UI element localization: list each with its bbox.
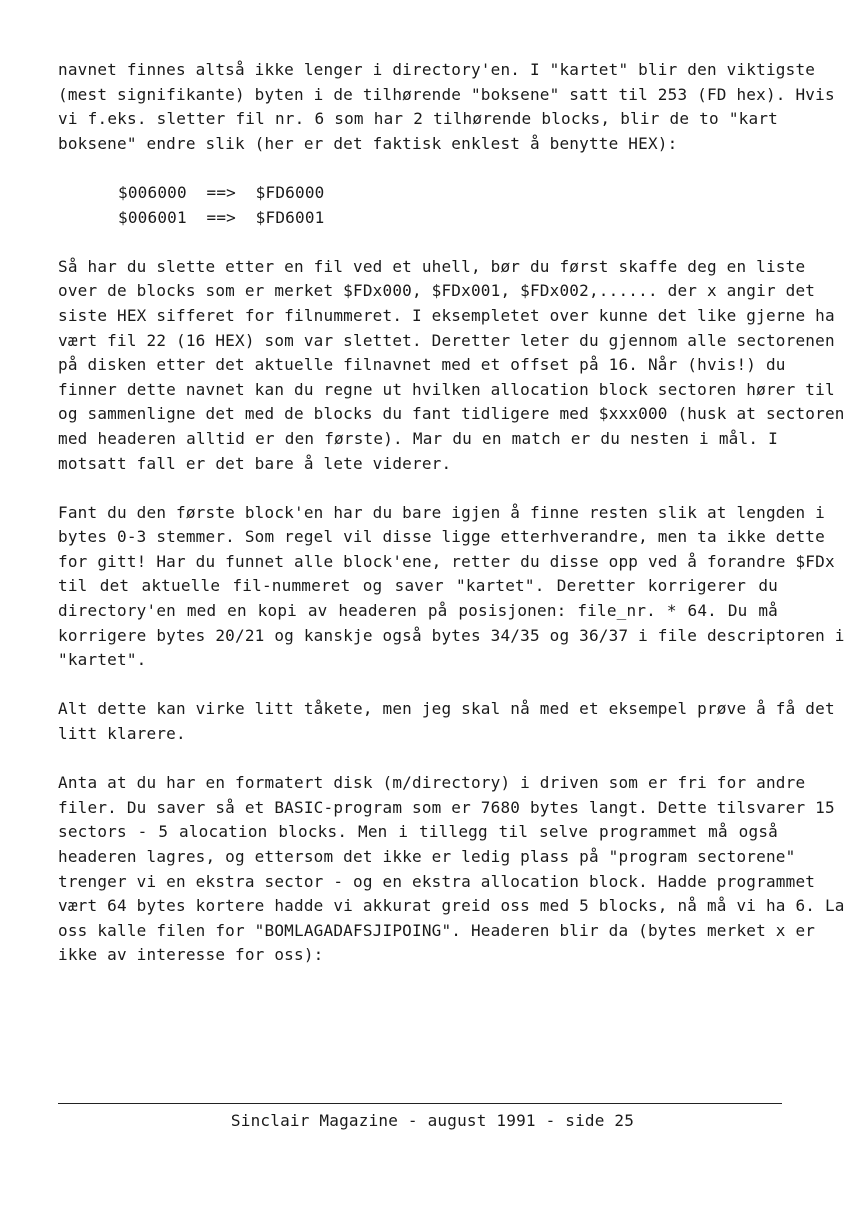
text-line: oss kalle filen for "BOMLAGADAFSJIPOING". Headeren blir da (bytes merket x er [58, 920, 816, 940]
paragraph-1 [58, 58, 835, 156]
text-line: og sammenligne det med de blocks du fant tidligere med $xxx000 (husk at sectoren [58, 404, 845, 424]
text-line: på disken etter det aktuelle filnavnet med et offset på 16. Når (hvis!) du [58, 355, 786, 375]
code-line: $006001 ==> $FD6001 [118, 207, 325, 227]
text-line: litt klarere. [58, 724, 186, 744]
paragraph-2 [58, 255, 845, 476]
paragraph-3 [58, 501, 845, 673]
text-line: trenger vi en ekstra sector - og en ekstra allocation block. Hadde programmet [58, 871, 816, 891]
text-line: "kartet". [58, 650, 147, 670]
text-line: (mest signifikante) byten i de tilhørende "boksene" satt til 253 (FD hex). Hvis [58, 84, 835, 104]
article-body [58, 58, 845, 993]
text-line: siste HEX sifferet for filnummeret. I eksempletet over kunne det like gjerne ha [58, 305, 835, 325]
text-line: for gitt! Har du funnet alle block'ene, retter du disse opp ved å forandre $FDx [58, 551, 835, 571]
hex-example-block [58, 181, 778, 230]
text-line: vi f.eks. sletter fil nr. 6 som har 2 tilhørende blocks, blir de to "kart [58, 109, 778, 129]
text-line: til det aktuelle fil-nummeret og saver "kartet". Deretter korrigerer du [58, 576, 778, 596]
page-footer: Sinclair Magazine - august 1991 - side 25 [230, 1111, 635, 1130]
paragraph-5 [58, 771, 845, 968]
text-line: med headeren alltid er den første). Mar du en match er du nesten i mål. I [58, 428, 778, 448]
text-line: vært 64 bytes kortere hadde vi akkurat greid oss med 5 blocks, nå må vi ha 6. La [58, 896, 845, 916]
text-line: finner dette navnet kan du regne ut hvilken allocation block sectoren hører til [58, 379, 835, 399]
paragraph-4 [58, 697, 835, 746]
footer-divider [58, 1103, 782, 1104]
text-line: bytes 0-3 stemmer. Som regel vil disse ligge etterhverandre, men ta ikke dette [58, 527, 825, 547]
text-line: filer. Du saver så et BASIC-program som er 7680 bytes langt. Dette tilsvarer 15 [58, 797, 835, 817]
text-line: headeren lagres, og ettersom det ikke er ledig plass på "program sectorene" [58, 847, 796, 866]
text-line: vært fil 22 (16 HEX) som var slettet. Deretter leter du gjennom alle sectorenen [58, 330, 835, 350]
text-line: sectors - 5 alocation blocks. Men i tillegg til selve programmet må også [58, 822, 778, 842]
text-line: Så har du slette etter en fil ved et uhell, bør du først skaffe deg en liste [58, 256, 806, 276]
text-line: Alt dette kan virke litt tåkete, men jeg skal nå med et eksempel prøve å få det [58, 699, 835, 719]
text-line: navnet finnes altså ikke lenger i directory'en. I "kartet" blir den viktigste [58, 60, 816, 79]
text-line: Anta at du har en formatert disk (m/directory) i driven som er fri for andre [58, 773, 806, 793]
text-line: motsatt fall er det bare å lete viderer. [58, 453, 452, 473]
text-line: boksene" endre slik (her er det faktisk enklest å benytte HEX): [58, 133, 678, 153]
text-line: over de blocks som er merket $FDx000, $FDx001, $FDx002,...... der x angir det [58, 281, 816, 301]
code-line: $006000 ==> $FD6000 [118, 182, 325, 202]
text-line: korrigere bytes 20/21 og kanskje også bytes 34/35 og 36/37 i file descriptoren i [58, 625, 845, 645]
text-line: ikke av interesse for oss): [58, 945, 324, 965]
text-line: directory'en med en kopi av headeren på posisjonen: file_nr. * 64. Du må [58, 601, 778, 621]
text-line: Fant du den første block'en har du bare igjen å finne resten slik at lengden i [58, 502, 825, 522]
